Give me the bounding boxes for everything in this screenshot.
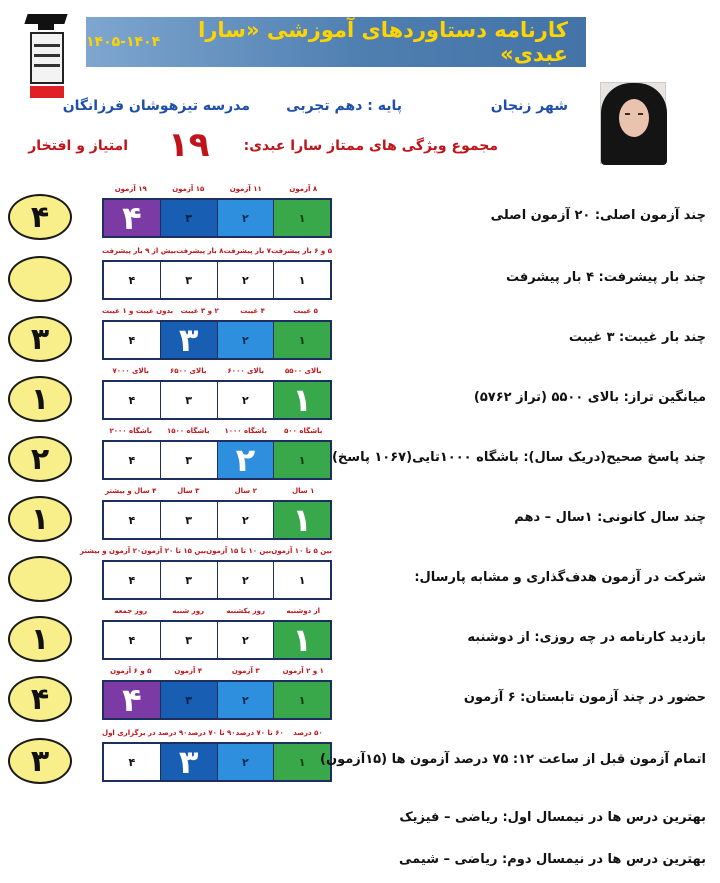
level-label: ۵ غیبت [293,307,318,315]
grade-label: پایه : دهم تجربی [286,98,402,114]
level-cell: ۴ [104,744,160,780]
score-badge [8,556,72,602]
level-cell: ۲ [217,562,274,598]
level-label: ۸ بار پیشرفت [176,247,224,255]
achievement-row [0,607,720,674]
level-label: روز یکشنبه [226,607,266,615]
level-label: ۹۰ تا ۷۰ درصد [187,729,236,737]
level-cell: ۳ [160,322,217,358]
level-cells [102,742,332,782]
level-cell: ۱ [273,442,330,478]
achievement-row [0,547,720,614]
level-cells [102,198,332,238]
level-labels [102,185,332,197]
row-question: چند پاسخ صحیح(دریک سال): باشگاه ۱۰۰۰تایی(۱۰۶۷ پاسخ) [331,450,706,465]
achievement-row [0,185,720,252]
level-labels [79,547,332,559]
level-label: بین ۱۰ تا ۱۵ آزمون [206,547,272,555]
level-cell: ۴ [104,622,160,658]
level-cell: ۳ [160,442,217,478]
score-badge: ۱ [8,496,72,542]
level-label: باشگاه ۱۵۰۰ [166,427,210,435]
row-question: چند سال کانونی: ۱سال – دهم [514,510,706,525]
level-cell: ۱ [273,622,330,658]
level-label: ۱ و ۲ آزمون [282,667,324,675]
level-cell: ۲ [217,200,274,236]
level-label: ۷ بار پیشرفت [223,247,272,255]
logo-book [30,32,64,84]
level-label: ۵ و ۶ بار پیشرفت [271,247,332,255]
level-cells [102,500,332,540]
year-range: ۱۴۰۵-۱۴۰۴ [86,34,161,50]
total-score: ۱۹ [168,125,210,165]
second-term-best: بهترین درس ها در نیمسال دوم: ریاضی – شیمی [399,852,706,867]
row-question: میانگین تراز: بالای ۵۵۰۰ (تراز ۵۷۶۲) [473,390,706,405]
level-cell: ۴ [104,322,160,358]
level-label: بالای ۵۵۰۰ [285,367,322,375]
level-label: ۱۹ آزمون [114,185,147,193]
school-label: مدرسه تیزهوشان فرزانگان [62,98,250,114]
level-cell: ۳ [160,502,217,538]
level-label: ۲۰ آزمون و بیشتر [79,547,142,555]
level-label: ۴ آزمون [174,667,203,675]
achievement-row [0,729,720,796]
level-cell: ۳ [160,562,217,598]
level-cells [102,320,332,360]
level-cell: ۴ [104,682,160,718]
level-cell: ۱ [273,682,330,718]
level-cell: ۱ [273,322,330,358]
level-labels [102,729,332,741]
level-label: بالای ۶۰۰۰ [227,367,264,375]
level-label: بالای ۶۵۰۰ [170,367,207,375]
level-label: بدون غیبت و ۱ غیبت [101,307,174,315]
level-label: ۸ آزمون [289,185,318,193]
row-question: حضور در چند آزمون تابستان: ۶ آزمون [463,690,706,705]
achievement-row [0,667,720,734]
level-labels [102,667,332,679]
level-cell: ۲ [217,442,274,478]
level-cell: ۳ [160,622,217,658]
row-question: چند آزمون اصلی: ۲۰ آزمون اصلی [490,208,706,223]
level-cells [102,560,332,600]
achievement-row [0,487,720,554]
level-label: بین ۱۵ تا ۲۰ آزمون [141,547,207,555]
city-label: شهر زنجان [490,98,568,114]
level-label: ۳ سال [177,487,200,495]
level-label: ۴ سال و بیشتر [105,487,157,495]
level-cell: ۲ [217,682,274,718]
level-cells [102,440,332,480]
row-question: شرکت در آزمون هدف‌گذاری و مشابه پارسال: [414,570,706,585]
level-cell: ۴ [104,200,160,236]
level-label: ۴ غیبت [240,307,265,315]
level-label: ۹۰ درصد در برگزاری اول [102,729,188,737]
level-label: ۱۵ آزمون [172,185,205,193]
level-cells [102,680,332,720]
score-badge: ۱ [8,616,72,662]
level-labels [102,427,332,439]
level-label: بیش از ۹ بار پیشرفت [101,247,177,255]
score-badge: ۴ [8,194,72,240]
level-label: روز جمعه [114,607,148,615]
level-labels [102,367,332,379]
student-photo [600,82,666,164]
level-label: ۳ آزمون [231,667,260,675]
level-label: بالای ۷۰۰۰ [112,367,149,375]
row-question: بازدید کارنامه در چه روزی: از دوشنبه [467,630,706,645]
score-badge: ۴ [8,676,72,722]
level-cell: ۲ [217,502,274,538]
level-cell: ۲ [217,322,274,358]
level-label: ۱ سال [292,487,315,495]
level-label: از دوشنبه [286,607,321,615]
level-label: باشگاه ۲۰۰۰ [109,427,152,435]
row-question: چند بار غیبت: ۳ غیبت [568,330,706,345]
level-cell: ۴ [104,382,160,418]
achievement-row [0,367,720,434]
level-cell: ۱ [273,200,330,236]
level-label: ۱۱ آزمون [229,185,262,193]
score-badge: ۲ [8,436,72,482]
level-label: ۵۰ درصد [293,729,323,737]
logo [22,14,72,98]
level-label: ۶۰ تا ۷۰ درصد [235,729,284,737]
level-label: ۵ و ۶ آزمون [110,667,152,675]
page-title: کارنامه دستاوردهای آموزشی «سارا عبدی» [198,18,568,66]
features-label: مجموع ویژگی های ممتاز سارا عبدی: [243,138,498,154]
level-cell: ۲ [217,382,274,418]
level-cells [102,620,332,660]
level-label: باشگاه ۱۰۰۰ [224,427,267,435]
level-cell: ۱ [273,744,330,780]
score-badge [8,256,72,302]
score-label: امتیاز و افتخار [28,138,128,154]
level-labels [102,247,332,259]
level-cell: ۴ [104,442,160,478]
level-label: ۲ سال [234,487,257,495]
achievement-row [0,307,720,374]
level-cell: ۳ [160,744,217,780]
level-labels [102,487,332,499]
level-cell: ۲ [217,622,274,658]
level-cell: ۳ [160,682,217,718]
level-cell: ۳ [160,382,217,418]
level-label: ۲ و ۳ غیبت [180,307,219,315]
score-badge: ۳ [8,316,72,362]
level-cell: ۴ [104,502,160,538]
row-question: چند بار پیشرفت: ۴ بار پیشرفت [505,270,706,285]
level-cell: ۱ [273,382,330,418]
level-label: بین ۵ تا ۱۰ آزمون [271,547,332,555]
level-cell: ۲ [217,262,274,298]
title-banner [86,17,586,67]
level-cell: ۳ [160,262,217,298]
row-question: اتمام آزمون قبل از ساعت ۱۲: ۷۵ درصد آزمون ها (۱۵آزمون) [320,752,706,767]
level-labels [102,307,332,319]
achievement-row [0,247,720,314]
level-labels [102,607,332,619]
level-cells [102,260,332,300]
level-cell: ۱ [273,562,330,598]
level-label: روز شنبه [172,607,205,615]
score-badge: ۱ [8,376,72,422]
first-term-best: بهترین درس ها در نیمسال اول: ریاضی – فیزیک [399,810,706,825]
level-cell: ۴ [104,562,160,598]
level-cell: ۱ [273,262,330,298]
level-cell: ۴ [104,262,160,298]
level-cell: ۳ [160,200,217,236]
score-badge: ۳ [8,738,72,784]
level-cells [102,380,332,420]
logo-red-band [30,86,64,98]
level-cell: ۲ [217,744,274,780]
achievement-row [0,427,720,494]
level-cell: ۱ [273,502,330,538]
level-label: باشگاه ۵۰۰ [284,427,323,435]
